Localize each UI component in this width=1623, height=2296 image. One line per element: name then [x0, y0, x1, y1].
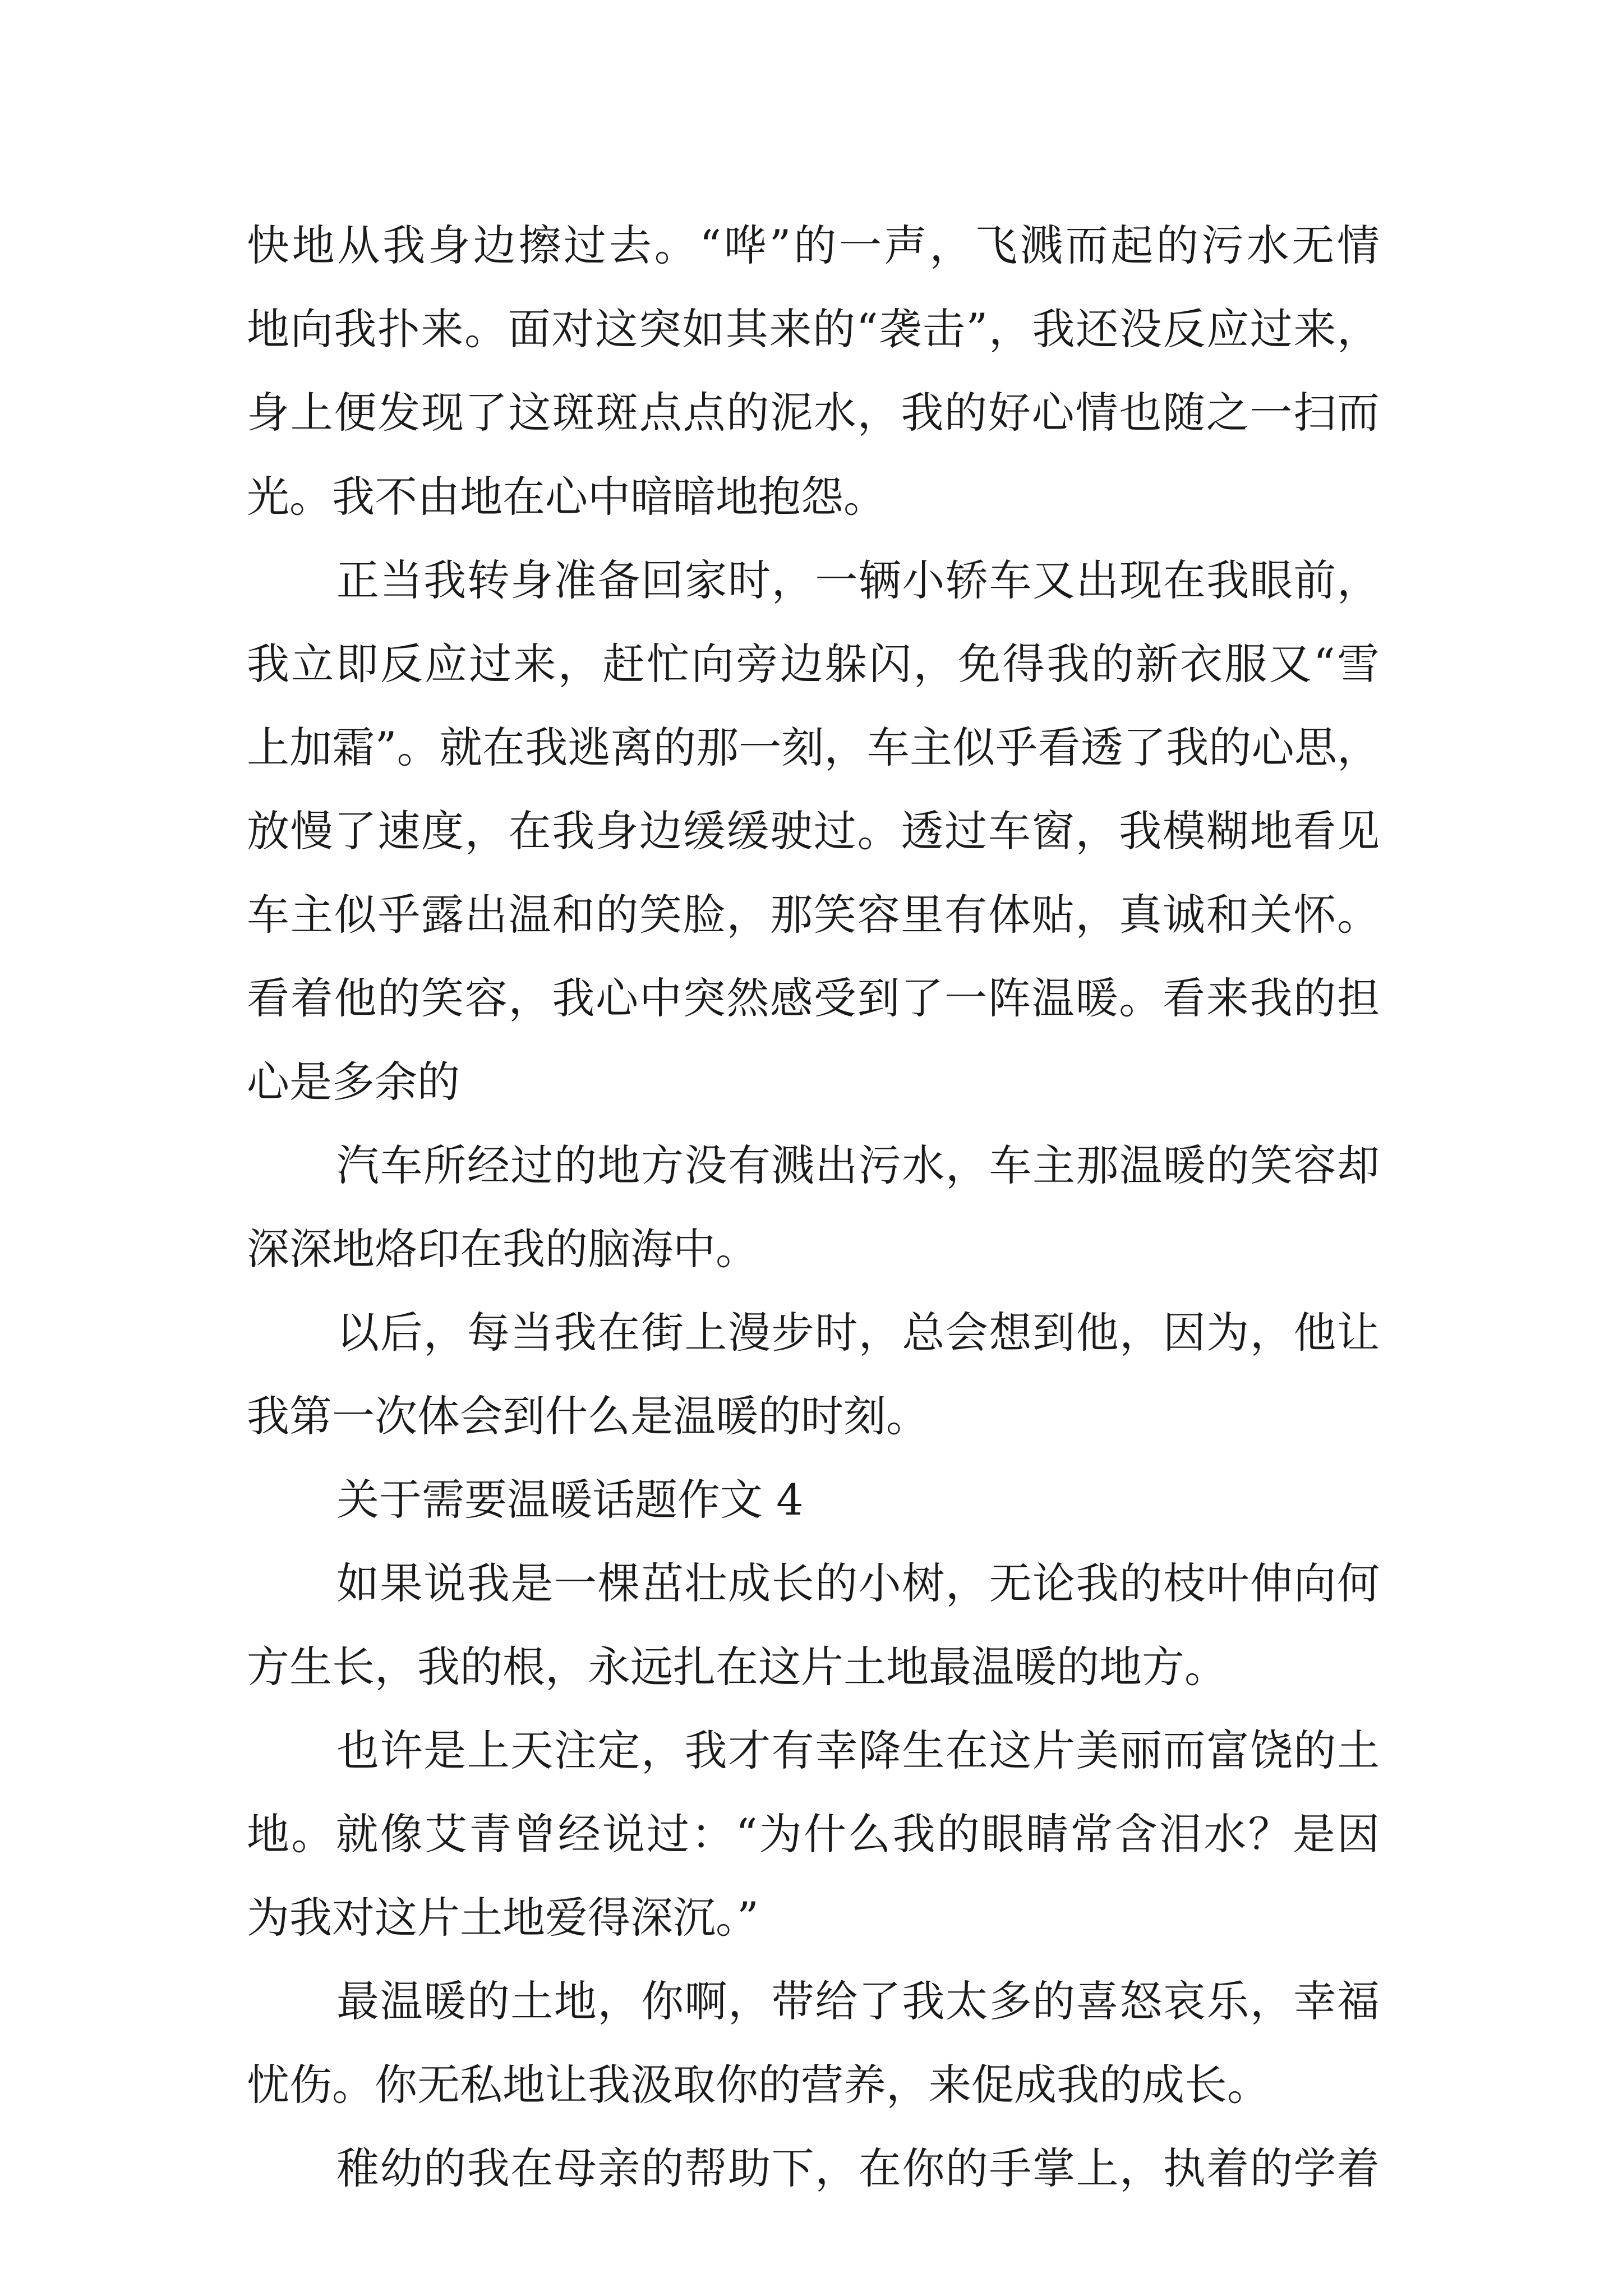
text-line: 地。就像艾青曾经说过：“为什么我的眼睛常含泪水？是因	[247, 1809, 1380, 1859]
paragraph-first-line: 如果说我是一棵茁壮成长的小树，无论我的枝叶伸向何	[336, 1558, 1380, 1608]
text-line: 我第一次体会到什么是温暖的时刻。	[247, 1391, 929, 1441]
text-line: 车主似乎露出温和的笑脸，那笑容里有体贴，真诚和关怀。	[247, 890, 1380, 940]
text-line: 忧伤。你无私地让我汲取你的营养，来促成我的成长。	[247, 2060, 1270, 2110]
text-line: 地向我扑来。面对这突如其来的“袭击”，我还没反应过来，	[247, 304, 1380, 354]
text-line: 方生长，我的根，永远扎在这片土地最温暖的地方。	[247, 1642, 1227, 1692]
text-line: 为我对这片土地爱得深沉。”	[247, 1893, 759, 1943]
paragraph-first-line: 汽车所经过的地方没有溅出污水，车主那温暖的笑容却	[336, 1140, 1380, 1190]
paragraph-first-line: 也许是上天注定，我才有幸降生在这片美丽而富饶的土	[336, 1726, 1380, 1775]
text-line: 身上便发现了这斑斑点点的泥水，我的好心情也随之一扫而	[247, 388, 1380, 438]
text-line: 放慢了速度，在我身边缓缓驶过。透过车窗，我模糊地看见	[247, 806, 1380, 856]
text-line: 看着他的笑容，我心中突然感受到了一阵温暖。看来我的担	[247, 973, 1380, 1023]
text-line: 深深地烙印在我的脑海中。	[247, 1224, 758, 1274]
text-line: 上加霜”。就在我逃离的那一刻，车主似乎看透了我的心思，	[247, 723, 1380, 772]
paragraph-first-line: 以后，每当我在街上漫步时，总会想到他，因为，他让	[336, 1308, 1380, 1358]
section-heading: 关于需要温暖话题作文 4	[336, 1475, 804, 1525]
text-line: 光。我不由地在心中暗暗地抱怨。	[247, 472, 886, 522]
text-line: 心是多余的	[247, 1057, 460, 1107]
text-line: 快地从我身边擦过去。“哗”的一声，飞溅而起的污水无情	[247, 220, 1380, 270]
paragraph-first-line: 正当我转身准备回家时，一辆小轿车又出现在我眼前，	[336, 555, 1380, 605]
paragraph-first-line: 最温暖的土地，你啊，带给了我太多的喜怒哀乐，幸福	[336, 1976, 1380, 2026]
paragraph-first-line: 稚幼的我在母亲的帮助下，在你的手掌上，执着的学着	[336, 2143, 1380, 2193]
text-line: 我立即反应过来，赶忙向旁边躲闪，免得我的新衣服又“雪	[247, 639, 1380, 689]
